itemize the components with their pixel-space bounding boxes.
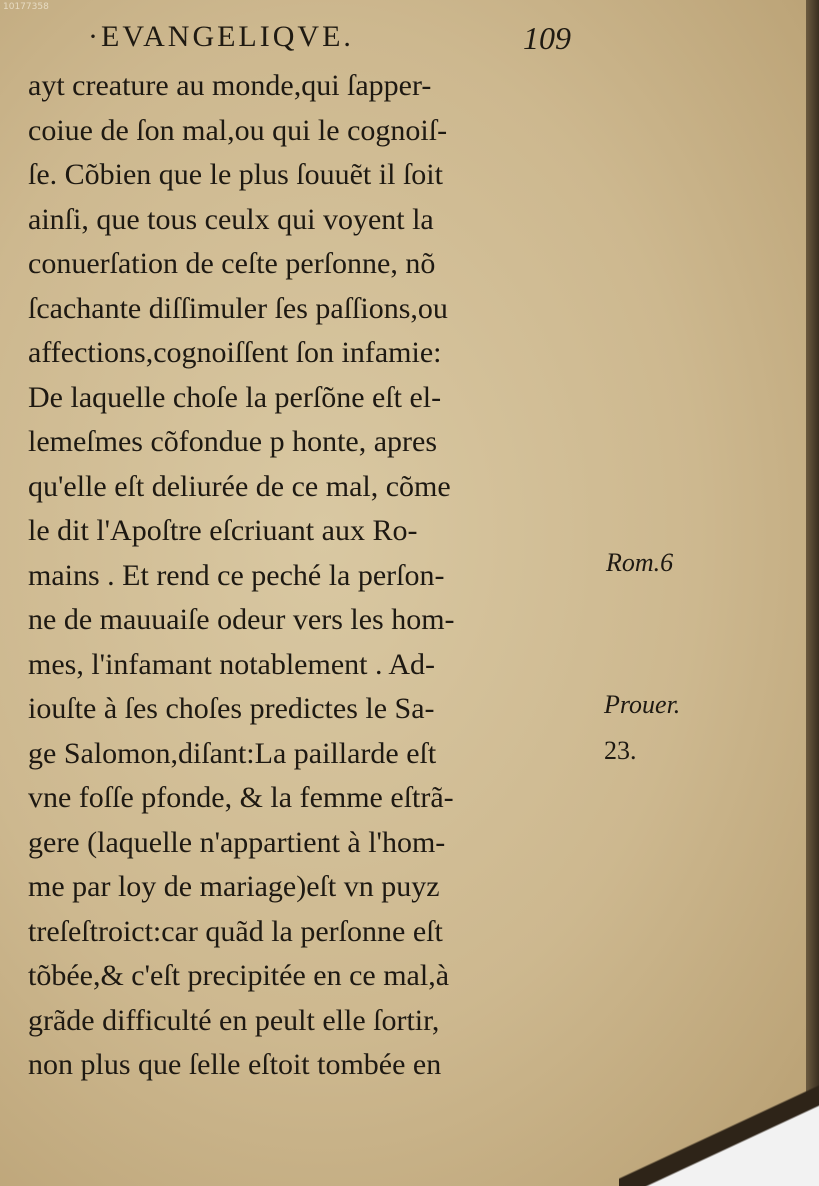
text-line: qu'elle eſt deliurée de ce mal, cõme (28, 469, 451, 503)
text-line: lemeſmes cõfondue p honte, apres (28, 425, 438, 458)
text-line: affections,cognoiſſent ſon infamie: (28, 336, 442, 369)
text-line: coiue de ſon mal,ou qui le cognoiſ- (28, 113, 448, 147)
text-line: mes, l'infamant notablement . Ad- (28, 647, 435, 681)
text-line: mains . Et rend ce peché la perſon- (28, 558, 445, 592)
text-line: ſcachante diſſimuler ſes paſſions,ou (28, 291, 448, 325)
text-line: ne de mauuaiſe odeur vers les hom- (28, 603, 455, 636)
margin-note-prouer-number: 23. (604, 736, 637, 765)
text-line: ſe. Cõbien que le plus ſouuẽt il ſoit (28, 158, 443, 191)
page-edge (806, 0, 819, 1186)
body-text (28, 64, 608, 1088)
margin-note-prouer: Prouer. (604, 690, 681, 719)
margin-note-rom: Rom.6 (606, 548, 674, 577)
text-line: non plus que ſelle eſtoit tombée en (28, 1048, 442, 1081)
running-header: ·EVANGELIQVE. (88, 20, 354, 53)
text-line: De laquelle choſe la perſõne eſt el- (28, 380, 442, 414)
text-line: conuerſation de ceſte perſonne, nõ (28, 247, 436, 280)
text-line: ge Salomon,diſant:La paillarde eſt (28, 736, 437, 770)
page-corner (619, 1076, 819, 1186)
catalog-id: 10177358 (3, 2, 49, 12)
text-line: treſeſtroict:car quãd la perſonne eſt (28, 914, 443, 948)
text-line: me par loy de mariage)eſt vn puyz (28, 870, 440, 903)
text-line: gere (laquelle n'appartient à l'hom- (28, 825, 446, 859)
page-number: 109 (523, 20, 571, 56)
text-line: ainſi, que tous ceulx qui voyent la (28, 202, 434, 236)
text-line: vne foſſe pfonde, & la femme eſtrã- (28, 781, 454, 814)
text-line: ayt creature au monde,qui ſapper- (28, 69, 432, 102)
text-line: grãde difficulté en peult elle ſortir, (28, 1003, 440, 1037)
text-line: tõbée,& c'eſt precipitée en ce mal,à (28, 959, 450, 992)
text-line: iouſte à ſes choſes predictes le Sa- (28, 692, 435, 725)
text-line: le dit l'Apoſtre eſcriuant aux Ro- (28, 514, 418, 547)
